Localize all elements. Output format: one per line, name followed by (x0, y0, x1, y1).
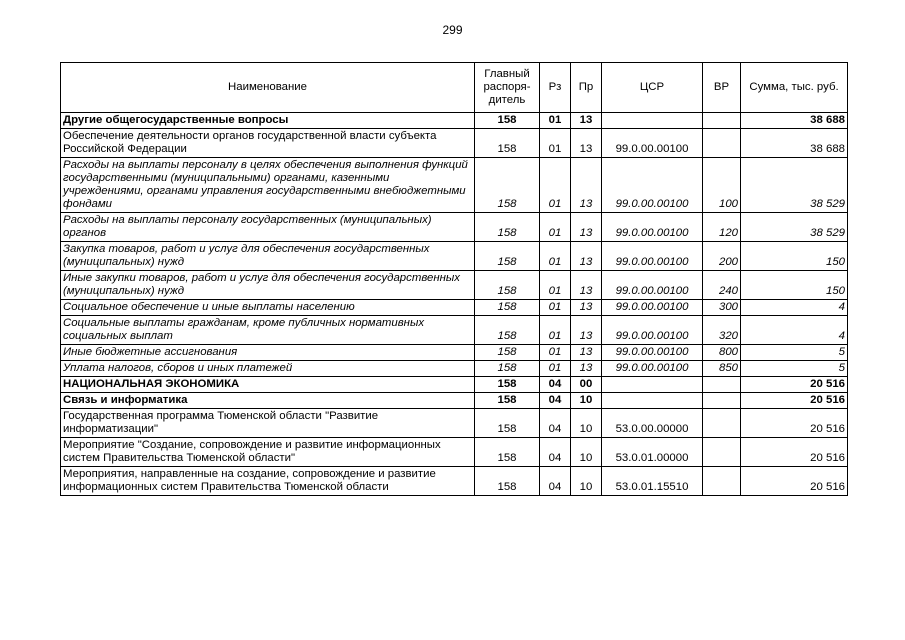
cell-csr: 99.0.00.00100 (602, 300, 703, 316)
cell-pr: 13 (571, 113, 602, 129)
cell-csr: 53.0.01.00000 (602, 438, 703, 467)
cell-admin: 158 (475, 345, 540, 361)
table-row (61, 242, 848, 271)
cell-vr (703, 129, 741, 158)
table-row (61, 409, 848, 438)
cell-pr: 13 (571, 129, 602, 158)
table-row (61, 113, 848, 129)
cell-admin: 158 (475, 158, 540, 213)
cell-vr (703, 409, 741, 438)
cell-sum: 38 688 (741, 113, 848, 129)
cell-name: Обеспечение деятельности органов государственной власти субъекта Российской Федерации (61, 129, 475, 158)
cell-rz: 01 (540, 113, 571, 129)
cell-rz: 01 (540, 271, 571, 300)
cell-rz: 01 (540, 345, 571, 361)
cell-name: Другие общегосударственные вопросы (61, 113, 475, 129)
cell-rz: 01 (540, 361, 571, 377)
cell-name: Социальное обеспечение и иные выплаты населению (61, 300, 475, 316)
header-sum: Сумма, тыс. руб. (741, 63, 848, 113)
cell-pr: 13 (571, 242, 602, 271)
table-row (61, 316, 848, 345)
cell-admin: 158 (475, 467, 540, 496)
cell-sum: 38 529 (741, 158, 848, 213)
cell-sum: 5 (741, 361, 848, 377)
cell-vr: 850 (703, 361, 741, 377)
cell-admin: 158 (475, 213, 540, 242)
cell-sum: 4 (741, 300, 848, 316)
cell-pr: 10 (571, 438, 602, 467)
cell-csr: 99.0.00.00100 (602, 213, 703, 242)
cell-csr: 99.0.00.00100 (602, 316, 703, 345)
cell-rz: 01 (540, 158, 571, 213)
cell-pr: 00 (571, 377, 602, 393)
cell-name: Иные бюджетные ассигнования (61, 345, 475, 361)
cell-rz: 04 (540, 377, 571, 393)
header-vr: ВР (703, 63, 741, 113)
cell-pr: 10 (571, 393, 602, 409)
cell-admin: 158 (475, 377, 540, 393)
cell-sum: 38 688 (741, 129, 848, 158)
cell-vr (703, 113, 741, 129)
cell-name: Закупка товаров, работ и услуг для обеспечения государственных (муниципальных) нужд (61, 242, 475, 271)
cell-pr: 13 (571, 361, 602, 377)
cell-admin: 158 (475, 409, 540, 438)
cell-csr (602, 377, 703, 393)
cell-sum: 20 516 (741, 393, 848, 409)
cell-admin: 158 (475, 129, 540, 158)
cell-rz: 01 (540, 129, 571, 158)
cell-sum: 38 529 (741, 213, 848, 242)
table-row (61, 300, 848, 316)
cell-vr (703, 377, 741, 393)
table-row (61, 271, 848, 300)
header-csr: ЦСР (602, 63, 703, 113)
cell-sum: 150 (741, 271, 848, 300)
cell-vr: 300 (703, 300, 741, 316)
cell-pr: 13 (571, 345, 602, 361)
cell-sum: 4 (741, 316, 848, 345)
cell-name: Мероприятия, направленные на создание, сопровождение и развитие информационных систем Правительства Тюменской области (61, 467, 475, 496)
header-pr: Пр (571, 63, 602, 113)
table-row (61, 377, 848, 393)
cell-name: Мероприятие "Создание, сопровождение и развитие информационных систем Правительства Тюменской области" (61, 438, 475, 467)
cell-csr: 99.0.00.00100 (602, 271, 703, 300)
cell-vr: 100 (703, 158, 741, 213)
header-row (61, 63, 848, 113)
cell-pr: 13 (571, 316, 602, 345)
cell-rz: 04 (540, 393, 571, 409)
cell-vr: 320 (703, 316, 741, 345)
table-row (61, 129, 848, 158)
cell-rz: 04 (540, 467, 571, 496)
cell-name: Расходы на выплаты персоналу государственных (муниципальных) органов (61, 213, 475, 242)
cell-admin: 158 (475, 271, 540, 300)
cell-vr (703, 393, 741, 409)
cell-rz: 01 (540, 300, 571, 316)
cell-csr: 99.0.00.00100 (602, 345, 703, 361)
page-number: 299 (442, 23, 463, 37)
cell-name: Государственная программа Тюменской области "Развитие информатизации" (61, 409, 475, 438)
cell-vr: 200 (703, 242, 741, 271)
cell-name: НАЦИОНАЛЬНАЯ ЭКОНОМИКА (61, 377, 475, 393)
cell-name: Уплата налогов, сборов и иных платежей (61, 361, 475, 377)
cell-admin: 158 (475, 393, 540, 409)
cell-pr: 10 (571, 409, 602, 438)
cell-admin: 158 (475, 300, 540, 316)
cell-csr: 53.0.01.15510 (602, 467, 703, 496)
cell-csr (602, 393, 703, 409)
table-row (61, 467, 848, 496)
cell-sum: 20 516 (741, 467, 848, 496)
cell-pr: 10 (571, 467, 602, 496)
cell-name: Связь и информатика (61, 393, 475, 409)
cell-vr (703, 467, 741, 496)
cell-sum: 5 (741, 345, 848, 361)
cell-admin: 158 (475, 361, 540, 377)
cell-admin: 158 (475, 316, 540, 345)
cell-vr (703, 438, 741, 467)
cell-csr: 53.0.00.00000 (602, 409, 703, 438)
cell-pr: 13 (571, 158, 602, 213)
table-row (61, 345, 848, 361)
cell-rz: 04 (540, 409, 571, 438)
cell-rz: 01 (540, 316, 571, 345)
cell-csr: 99.0.00.00100 (602, 242, 703, 271)
header-name: Наименование (61, 63, 475, 113)
table-row (61, 158, 848, 213)
cell-pr: 13 (571, 300, 602, 316)
cell-name: Иные закупки товаров, работ и услуг для обеспечения государственных (муниципальных) нужд (61, 271, 475, 300)
cell-admin: 158 (475, 242, 540, 271)
budget-table (60, 62, 848, 496)
table-row (61, 361, 848, 377)
table-row (61, 438, 848, 467)
cell-vr: 240 (703, 271, 741, 300)
cell-csr: 99.0.00.00100 (602, 361, 703, 377)
cell-name: Социальные выплаты гражданам, кроме публичных нормативных социальных выплат (61, 316, 475, 345)
cell-csr: 99.0.00.00100 (602, 158, 703, 213)
cell-admin: 158 (475, 113, 540, 129)
table-row (61, 213, 848, 242)
cell-pr: 13 (571, 271, 602, 300)
cell-sum: 20 516 (741, 377, 848, 393)
cell-sum: 150 (741, 242, 848, 271)
cell-rz: 01 (540, 242, 571, 271)
cell-rz: 04 (540, 438, 571, 467)
cell-sum: 20 516 (741, 409, 848, 438)
cell-csr: 99.0.00.00100 (602, 129, 703, 158)
cell-admin: 158 (475, 438, 540, 467)
cell-name: Расходы на выплаты персоналу в целях обеспечения выполнения функций государственными (муниципальными) органами, казенными учреждениями, органами управления государственными внебюджетными фондами (61, 158, 475, 213)
table-row (61, 393, 848, 409)
header-admin: Главный распоря-дитель (475, 63, 540, 113)
cell-vr: 800 (703, 345, 741, 361)
cell-rz: 01 (540, 213, 571, 242)
cell-pr: 13 (571, 213, 602, 242)
cell-csr (602, 113, 703, 129)
cell-vr: 120 (703, 213, 741, 242)
cell-sum: 20 516 (741, 438, 848, 467)
header-rz: Рз (540, 63, 571, 113)
